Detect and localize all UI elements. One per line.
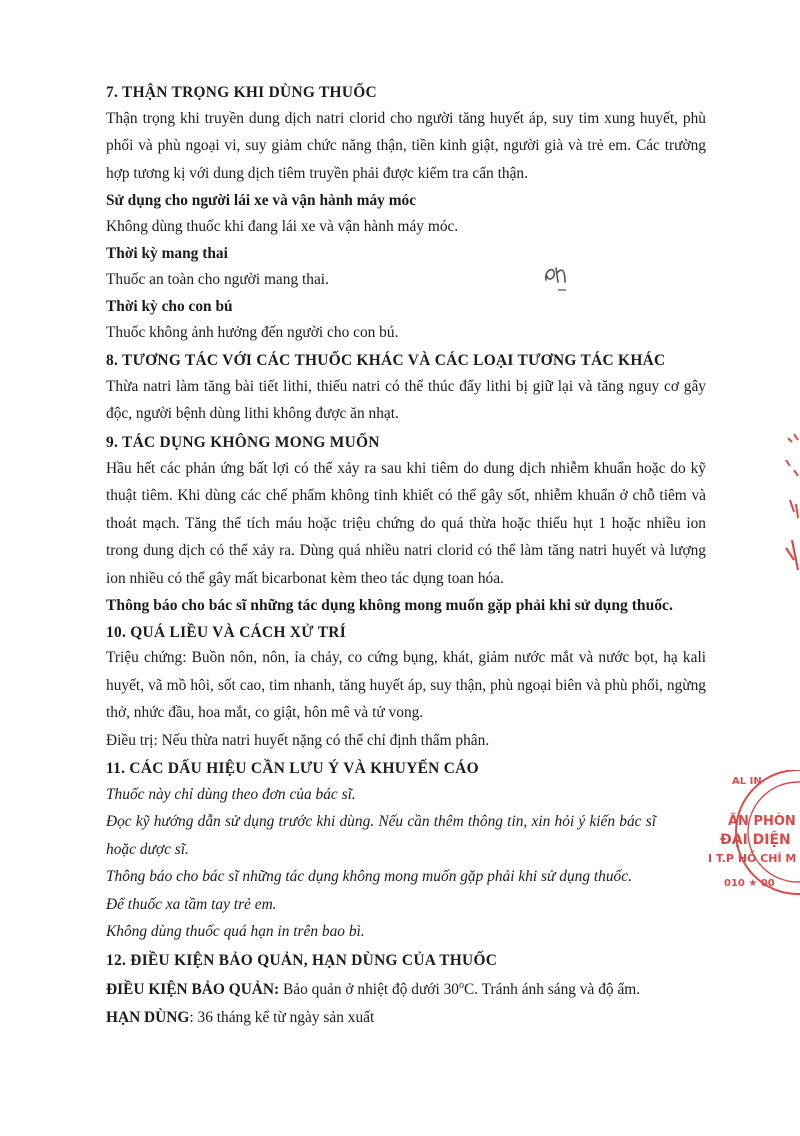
section-9-paragraph: Hầu hết các phản ứng bất lợi có thể xảy ra sau khi tiêm do dung dịch nhiễm khuẩn hoặc do kỹ thuật tiêm. Khi dùng các chế phẩm không tinh khiết có thể gây sốt, nhiễm khuẩn ở chỗ tiêm và thoát mạch. Tăng thể tích máu hoặc triệu chứng do quá thừa hoặc thiếu hụt 1 hoặc nhiều ion trong dung dịch có thể xảy ra. Dùng quá nhiều natri clorid có thể làm tăng natri huyết và lượng ion nhiều có thể gây mất bicarbonat kèm theo tác dụng toan hóa. — [106, 459, 706, 587]
overdose-symptoms: Triệu chứng: Buồn nôn, nôn, ỉa chảy, co cứng bụng, khát, giảm nước mắt và nước bọt, hạ kali huyết, vã mồ hôi, sốt cao, tim nhanh, tăng huyết áp, suy thận, phù ngoại biên và phù phổi, ngừng thở, nhức đầu, hoa mắt, co giật, hôn mê và tử vong. — [106, 649, 706, 722]
driving-subheading: Sử dụng cho người lái xe và vận hành máy móc — [106, 192, 417, 210]
stamp-text-5: 010 ★ 00 — [724, 878, 775, 889]
expiry — [106, 1004, 706, 1032]
stamp-edge-marks — [764, 430, 800, 580]
stamp-text-4: I T.P HỒ CHÍ M — [708, 852, 797, 865]
expiry-text: : 36 tháng kể từ ngày sản xuất — [189, 1009, 375, 1027]
stamp-text-1: AL IN — [732, 776, 762, 787]
section-11-heading: 11. CÁC DẤU HIỆU CẦN LƯU Ý VÀ KHUYẾN CÁO — [106, 760, 479, 778]
warning-item: Không dùng thuốc quá hạn in trên bao bì. — [106, 923, 365, 941]
storage-conditions — [106, 972, 706, 1004]
driving-text: Không dùng thuốc khi đang lái xe và vận hành máy móc. — [106, 217, 459, 235]
section-9-heading: 9. TÁC DỤNG KHÔNG MONG MUỐN — [106, 433, 380, 451]
section-9-notice: Thông báo cho bác sĩ những tác dụng không mong muốn gặp phải khi sử dụng thuốc. — [106, 597, 673, 615]
pregnancy-subheading: Thời kỳ mang thai — [106, 245, 228, 263]
leaflet-content — [106, 78, 706, 1032]
section-8-paragraph: Thừa natri làm tăng bài tiết lithi, thiếu natri có thể thúc đẩy lithi bị giữ lại và tăng nguy cơ gây độc, người bệnh dùng lithi không được ăn nhạt. — [106, 377, 706, 423]
section-10-heading: 10. QUÁ LIỀU VÀ CÁCH XỬ TRÍ — [106, 623, 346, 641]
warning-item: Thông báo cho bác sĩ những tác dụng không mong muốn gặp phải khi sử dụng thuốc. — [106, 868, 632, 886]
overdose-treatment: Điều trị: Nếu thừa natri huyết nặng có thể chỉ định thẩm phân. — [106, 731, 490, 749]
section-8-heading: 8. TƯƠNG TÁC VỚI CÁC THUỐC KHÁC VÀ CÁC LOẠI TƯƠNG TÁC KHÁC — [106, 352, 666, 370]
degree-sign: o — [458, 980, 464, 992]
stamp-text-3: ĐẠI DIỆN — [720, 832, 791, 848]
company-stamp — [702, 770, 800, 900]
lactation-text: Thuốc không ảnh hưởng đến người cho con bú. — [106, 323, 399, 341]
warning-item: Để thuốc xa tầm tay trẻ em. — [106, 895, 277, 913]
section-12-heading: 12. ĐIỀU KIỆN BẢO QUẢN, HẠN DÙNG CỦA THUỐC — [106, 951, 498, 969]
section-7-paragraph: Thận trọng khi truyền dung dịch natri clorid cho người tăng huyết áp, suy tim xung huyết, phù phổi và phù ngoại vi, suy giảm chức năng thận, tiền kinh giật, người già và trẻ em. Các trường hợp tương kị với dung dịch tiêm truyền phải được kiểm tra cẩn thận. — [106, 109, 706, 182]
section-7-heading: 7. THẬN TRỌNG KHI DÙNG THUỐC — [106, 84, 377, 101]
storage-text-pre: Bảo quản ở nhiệt độ dưới 30 — [279, 981, 459, 999]
warning-item: Thuốc này chỉ dùng theo đơn của bác sĩ. — [106, 785, 356, 803]
stamp-text-2: ĂN PHÒN — [728, 814, 796, 829]
expiry-label: HẠN DÙNG — [106, 1009, 190, 1027]
storage-label: ĐIỀU KIỆN BẢO QUẢN: — [106, 981, 280, 999]
lactation-subheading: Thời kỳ cho con bú — [106, 298, 233, 316]
handwritten-signature — [538, 258, 578, 298]
storage-text-post: C. Tránh ánh sáng và độ ẩm. — [463, 981, 641, 999]
pregnancy-text: Thuốc an toàn cho người mang thai. — [106, 270, 329, 288]
warning-item: Đọc kỹ hướng dẫn sử dụng trước khi dùng. Nếu cần thêm thông tin, xin hỏi ý kiến bác sĩ hoặc dược sĩ. — [106, 813, 656, 858]
